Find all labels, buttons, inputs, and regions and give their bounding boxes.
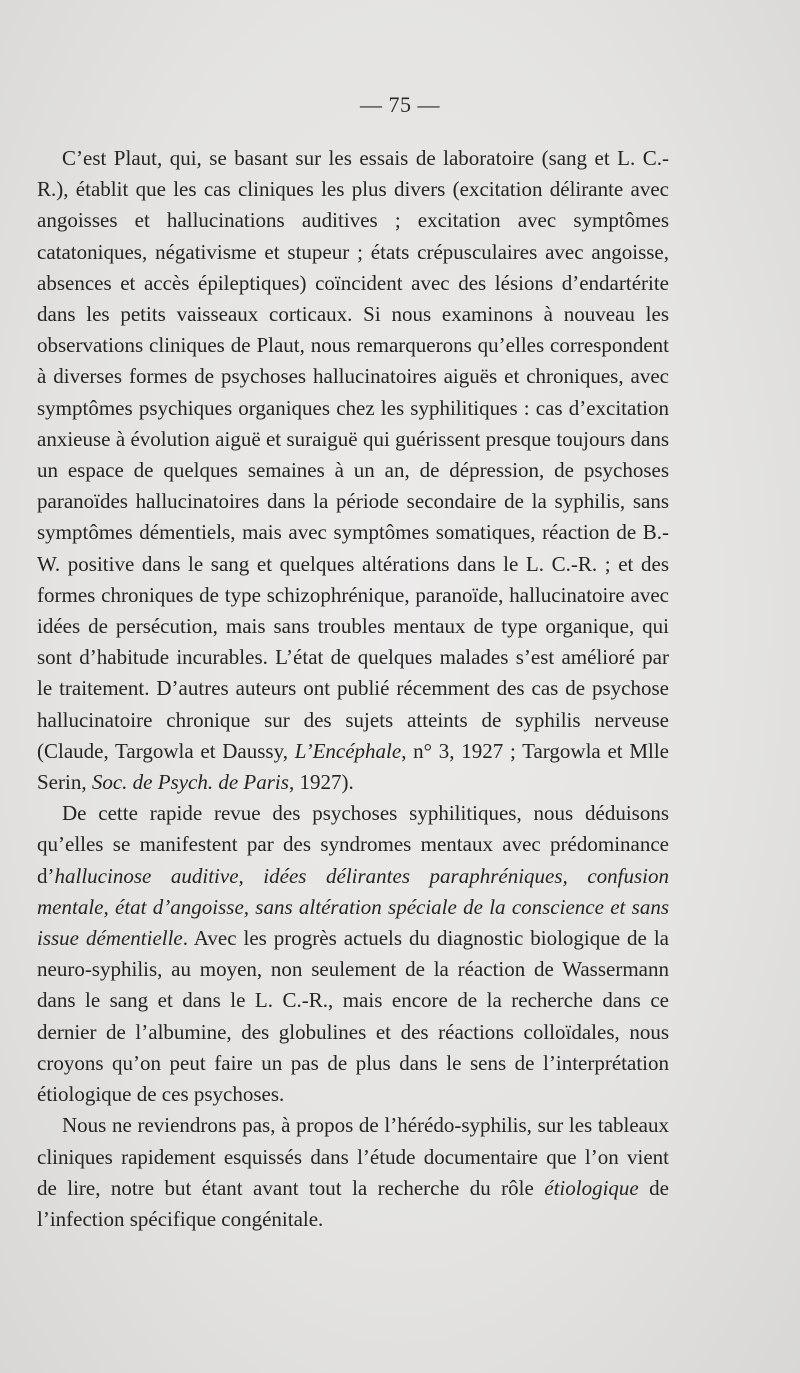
text-segment: . Avec les progrès actuels du diagnostic biologique de la neuro-syphilis, au moyen, non seulement de la réaction de Wassermann dans le sang et dans le L. C.-R., mais encore de la recherche dans ce dernier de l’albumine, des globulines et des réactions colloïdales, nous croyons qu’on peut faire un pas de plus dans le sens de l’interprétation étiologique de ces psychoses.: [37, 926, 669, 1107]
italic-syndrome-list: hallucinose auditive, idées délirantes paraphréniques, confusion mentale, état d’angoisse, sans altération spéciale de la conscience et sans issue démentielle: [37, 863, 669, 951]
paragraph-1: [37, 143, 669, 798]
italic-journal-title: L’Encéphale: [294, 738, 402, 763]
text-segment: , n° 3, 1927 ; Targowla et Mlle Serin,: [37, 738, 669, 795]
paragraph-2: [37, 798, 669, 1110]
text-segment: de l’infection spécifique congénitale.: [37, 1175, 669, 1231]
italic-etiologique: étiologique: [544, 1175, 639, 1200]
body-text: [37, 143, 669, 1235]
paragraph-3: [37, 1110, 669, 1235]
page-number: — 75 —: [360, 92, 440, 117]
text-segment: De cette rapide revue des psychoses syphilitiques, nous déduisons qu’elles se manifestent par des syndromes mentaux avec prédominance d’: [37, 801, 669, 888]
text-segment: , 1927).: [288, 770, 354, 795]
text-segment: Nous ne reviendrons pas, à propos de l’hérédo-syphilis, sur les tableaux cliniques rapidement esquissés dans l’étude documentaire que l’on vient de lire, notre but étant avant tout la recherche du rôle: [37, 1113, 669, 1200]
text-segment: C’est Plaut, qui, se basant sur les essais de laboratoire (sang et L. C.-R.), établit que les cas cliniques les plus divers (excitation délirante avec angoisses et hallucinations auditives ; excitation avec symptômes catatoniques, négativisme et stupeur ; états crépusculaires avec angoisse, absences et accès épileptiques) coïncident avec des lésions d’endartérite dans les petits vaisseaux corticaux. Si nous examinons à nouveau les observations cliniques de Plaut, nous remarquerons qu’elles correspondent à diverses formes de psychoses hallucinatoires aiguës et chroniques, avec symptômes psychiques organiques chez les syphilitiques : cas d’excitation anxieuse à évolution aiguë et suraiguë qui guérissent presque toujours dans un espace de quelques semaines à un an, de dépression, de psychoses paranoïdes hallucinatoires dans la période secondaire de la syphilis, sans symptômes démentiels, mais avec symptômes somatiques, réaction de B.-W. positive dans le sang et quelques altérations dans le L. C.-R. ; et des formes chroniques de type schizophrénique, paranoïde, hallucinatoire avec idées de persécution, mais sans troubles mentaux de type organique, qui sont d’habitude incurables. L’état de quelques malades s’est amélioré par le traitement. D’autres auteurs ont publié récemment des cas de psychose hallucinatoire chronique sur des sujets atteints de syphilis nerveuse (Claude, Targowla et Daussy,: [37, 146, 669, 763]
italic-society-title: Soc. de Psych. de Paris: [91, 770, 289, 795]
